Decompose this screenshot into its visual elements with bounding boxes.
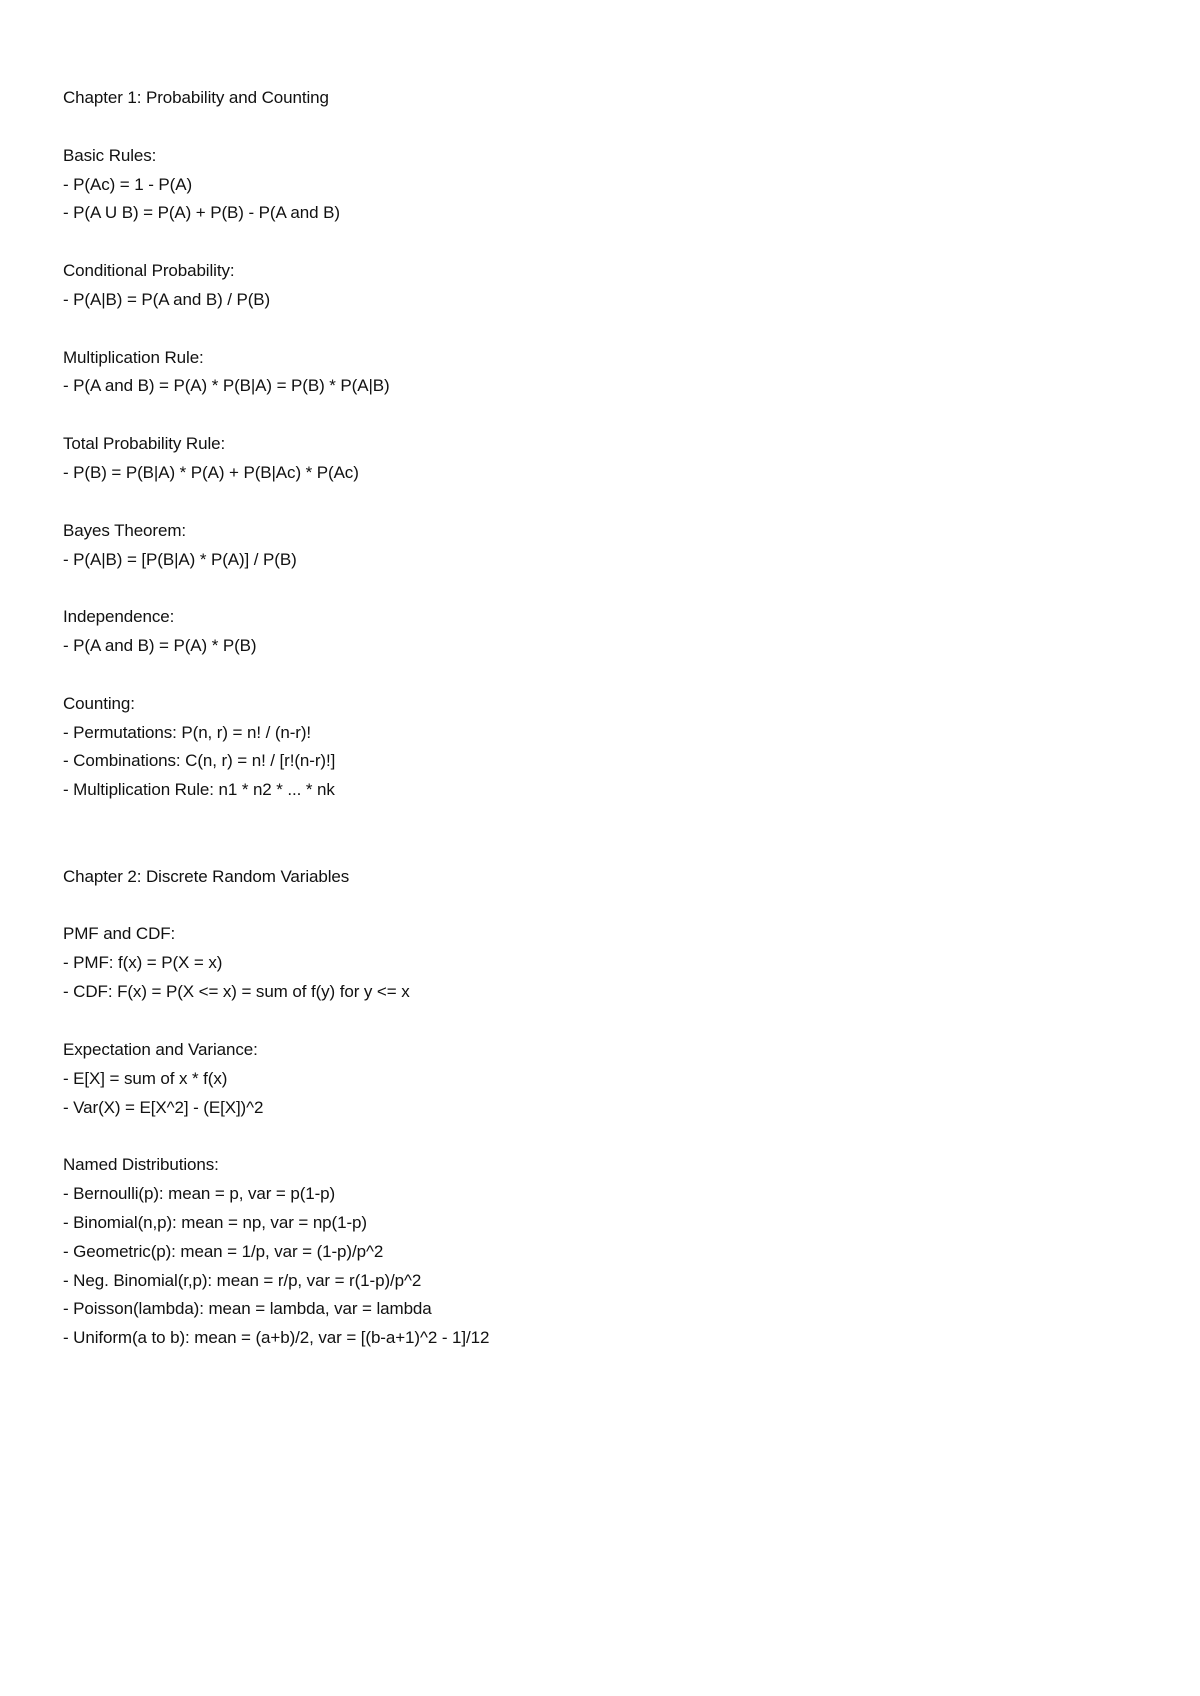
spacer [63,1122,1143,1151]
formula-line: - Bernoulli(p): mean = p, var = p(1-p) [63,1184,336,1204]
spacer [63,488,1143,517]
section-heading: Multiplication Rule: [63,347,204,367]
spacer [63,805,1143,834]
formula-line: - Uniform(a to b): mean = (a+b)/2, var = [(b-a+1)^2 - 1]/12 [63,1328,490,1348]
formula-line: - P(A U B) = P(A) + P(B) - P(A and B) [63,203,340,223]
formula-line: - PMF: f(x) = P(X = x) [63,953,223,973]
document-page [63,84,1143,1353]
formula-line: - CDF: F(x) = P(X <= x) = sum of f(y) for y <= x [63,982,410,1002]
formula-line: - P(B) = P(B|A) * P(A) + P(B|Ac) * P(Ac) [63,462,359,482]
formula-line: - Poisson(lambda): mean = lambda, var = lambda [63,1299,432,1319]
chapter-title: Chapter 2: Discrete Random Variables [63,866,350,886]
formula-line: - Binomial(n,p): mean = np, var = np(1-p) [63,1212,367,1232]
formula-line: - P(Ac) = 1 - P(A) [63,174,193,194]
formula-line: - Permutations: P(n, r) = n! / (n-r)! [63,722,312,742]
formula-line: - Var(X) = E[X^2] - (E[X])^2 [63,1097,264,1117]
section-heading: PMF and CDF: [63,924,176,944]
spacer [63,834,1143,863]
section-heading: Named Distributions: [63,1155,219,1175]
formula-line: - Geometric(p): mean = 1/p, var = (1-p)/p^2 [63,1241,384,1261]
spacer [63,113,1143,142]
spacer [63,1007,1143,1036]
spacer [63,661,1143,690]
section-heading: Counting: [63,693,135,713]
spacer [63,228,1143,257]
section-heading: Total Probability Rule: [63,434,226,454]
spacer [63,892,1143,921]
spacer [63,315,1143,344]
formula-line: - P(A|B) = P(A and B) / P(B) [63,289,271,309]
section-heading: Basic Rules: [63,145,157,165]
formula-line: - P(A and B) = P(A) * P(B|A) = P(B) * P(A|B) [63,376,390,396]
section-heading: Expectation and Variance: [63,1039,258,1059]
formula-line: - E[X] = sum of x * f(x) [63,1068,228,1088]
formula-line: - Multiplication Rule: n1 * n2 * ... * nk [63,780,335,800]
section-heading: Conditional Probability: [63,261,235,281]
formula-line: - P(A|B) = [P(B|A) * P(A)] / P(B) [63,549,297,569]
formula-line: - Neg. Binomial(r,p): mean = r/p, var = r(1-p)/p^2 [63,1270,422,1290]
formula-line: - P(A and B) = P(A) * P(B) [63,636,257,656]
spacer [63,401,1143,430]
section-heading: Independence: [63,607,175,627]
chapter-title: Chapter 1: Probability and Counting [63,88,329,107]
formula-line: - Combinations: C(n, r) = n! / [r!(n-r)!] [63,751,336,771]
spacer [63,574,1143,603]
section-heading: Bayes Theorem: [63,520,187,540]
